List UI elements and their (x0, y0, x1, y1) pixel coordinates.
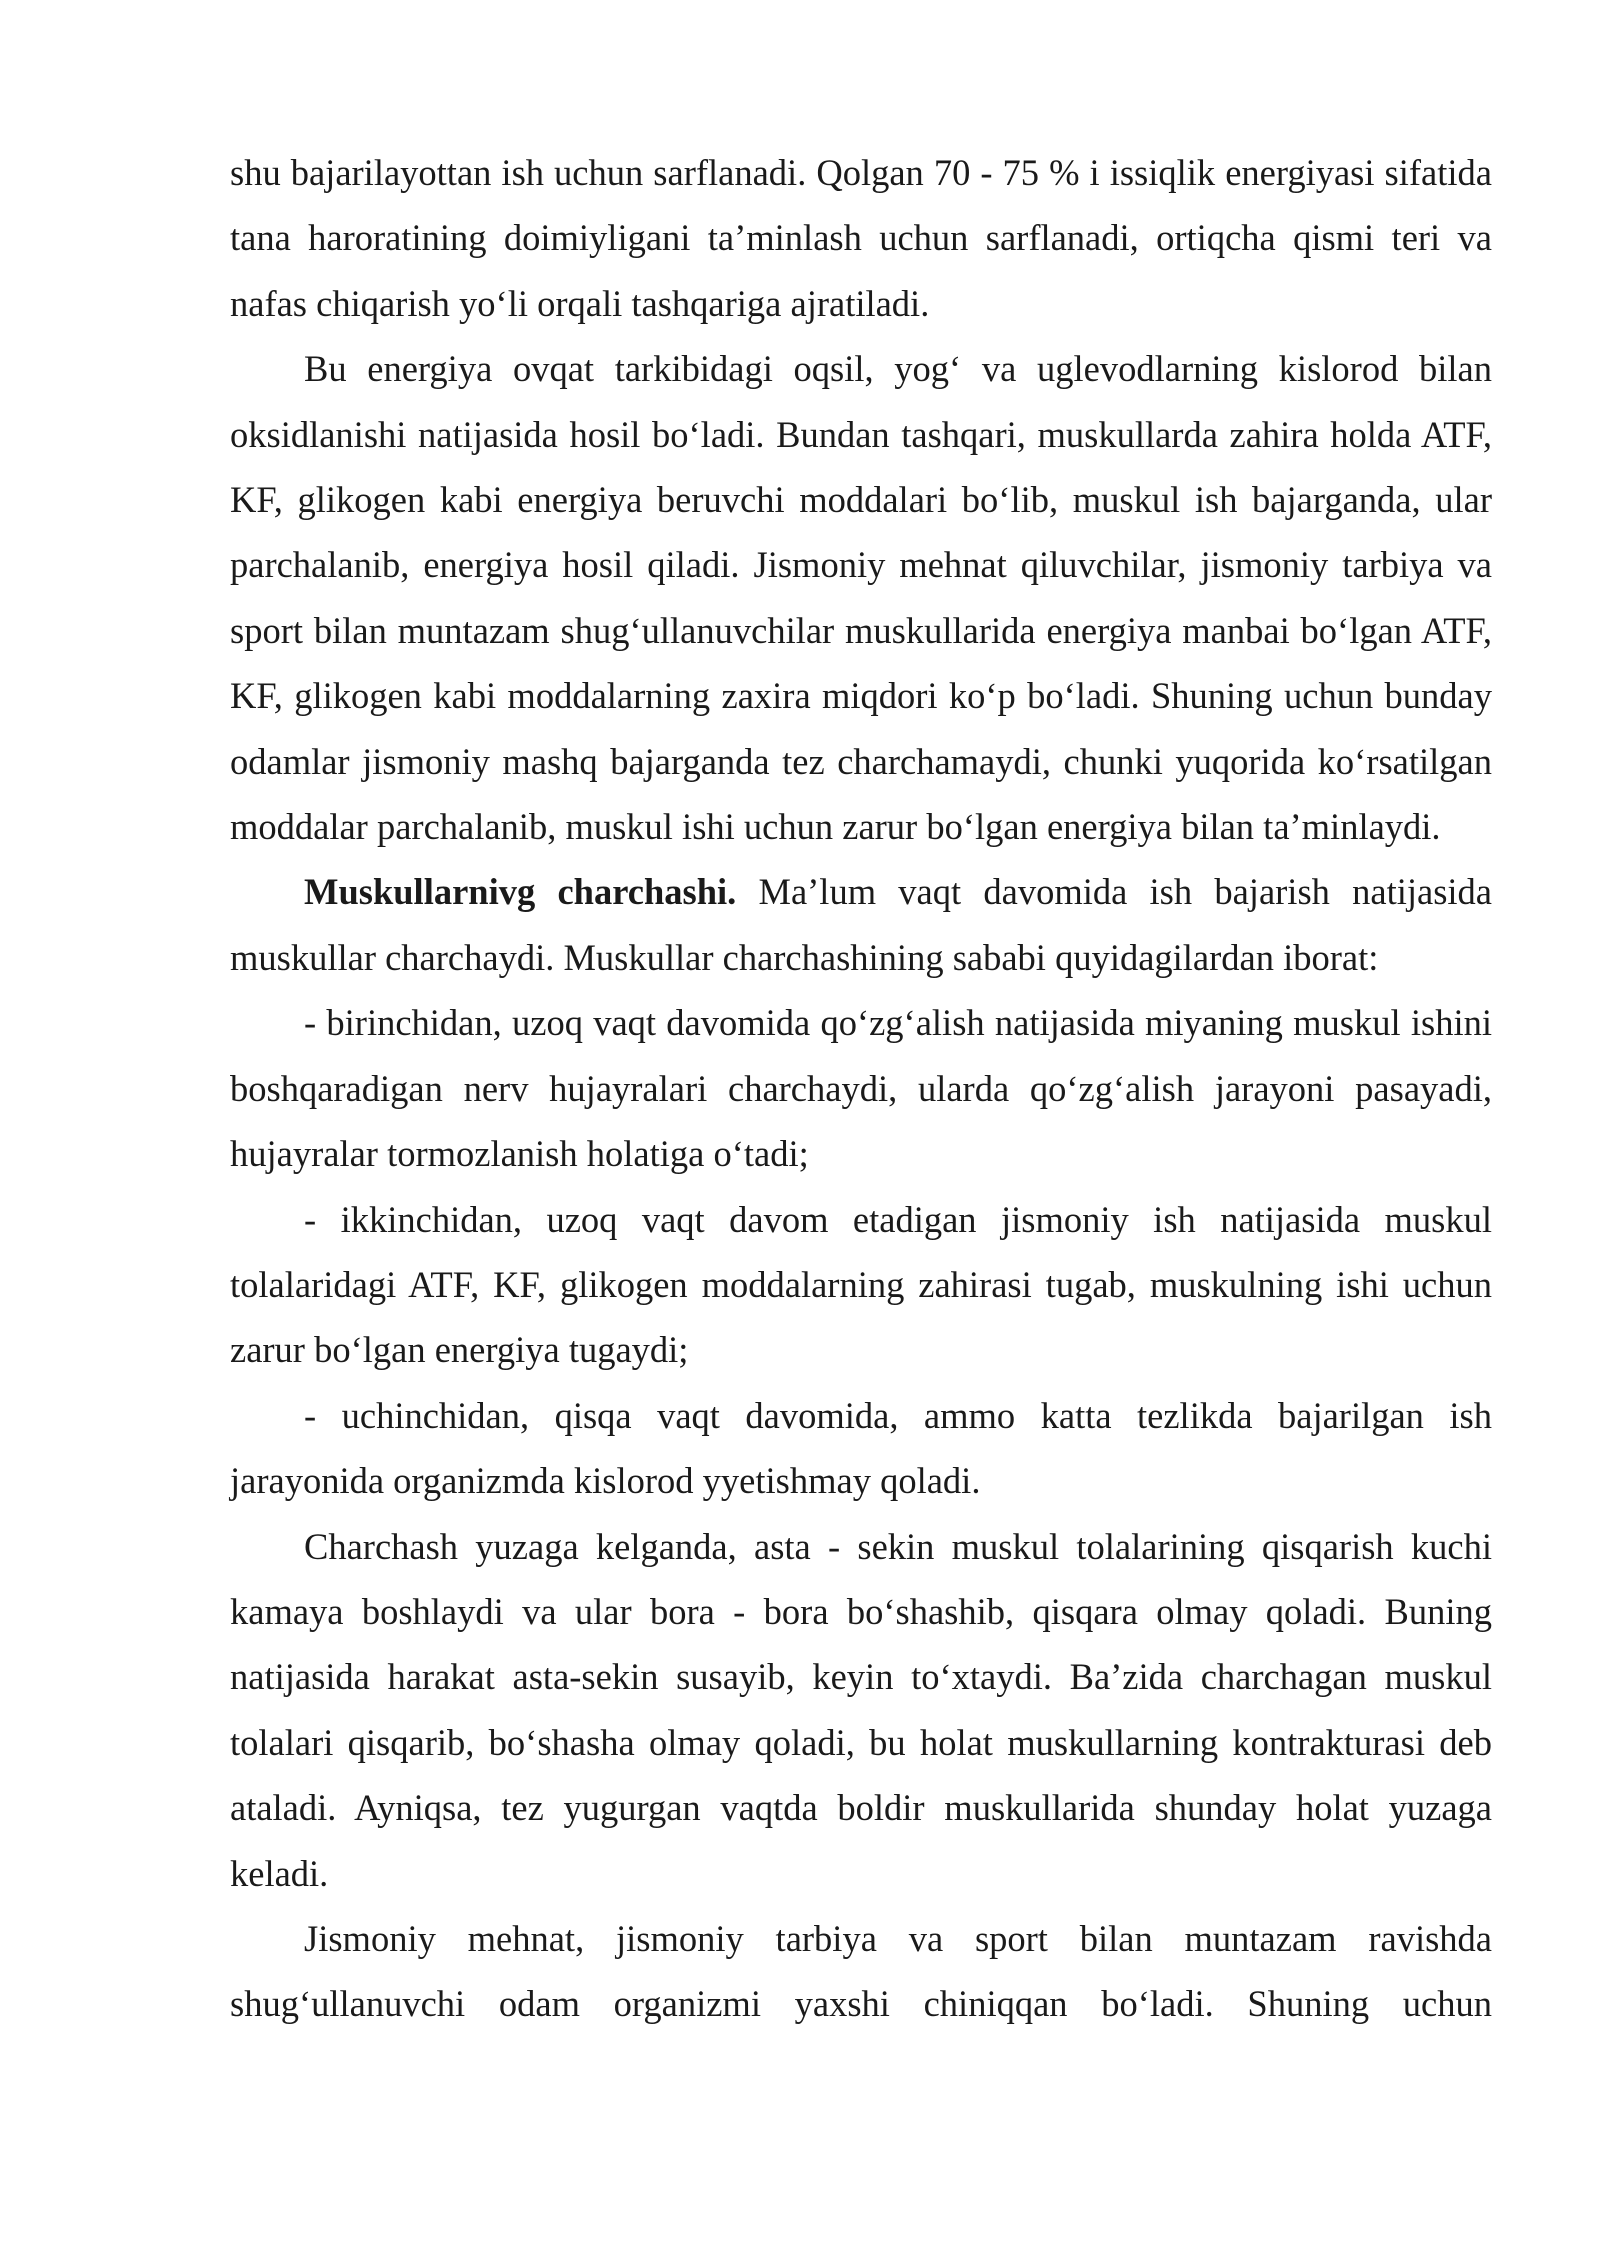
paragraph-muscle-fatigue (230, 859, 1492, 990)
list-item-second-reason (230, 1187, 1492, 1383)
document-page (230, 140, 1492, 2037)
paragraph-text: Charchash yuzaga kelganda, asta - sekin muskul tolalarining qisqarish kuchi kamaya boshlaydi va ular bora - bora bo‘shashib, qisqara olmay qoladi. Buning natijasida harakat asta-sekin susayib, keyin to‘xtaydi. Ba’zida charchagan muskul tolalari qisqarib, bo‘shasha olmay qoladi, bu holat muskullarning kontrakturasi deb ataladi. Ayniqsa, tez yugurgan vaqtda boldir muskullarida shunday holat yuzaga keladi. (230, 1525, 1492, 1894)
paragraph-text: - birinchidan, uzoq vaqt davomida qo‘zg‘alish natijasida miyaning muskul ishini boshqaradigan nerv hujayralari charchaydi, ularda qo‘zg‘alish jarayoni pasayadi, hujayralar tormozlanish holatiga o‘tadi; (230, 1002, 1492, 1175)
paragraph-text: Jismoniy mehnat, jismoniy tarbiya va sport bilan muntazam ravishda shug‘ullanuvchi odam organizmi yaxshi chiniqqan bo‘ladi. Shuning uchun (230, 1917, 1492, 2025)
list-item-third-reason (230, 1383, 1492, 1514)
paragraph-energy-distribution (230, 140, 1492, 336)
paragraph-fatigue-effects (230, 1514, 1492, 1906)
section-heading: Muskullarnivg charchashi. (304, 871, 737, 913)
paragraph-text: Bu energiya ovqat tarkibidagi oqsil, yog‘ va uglevodlarning kislorod bilan oksidlanishi natijasida hosil bo‘ladi. Bundan tashqari, muskullarda zahira holda ATF, KF, glikogen kabi energiya beruvchi moddalari bo‘lib, muskul ish bajarganda, ular parchalanib, energiya hosil qiladi. Jismoniy mehnat qiluvchilar, jismoniy tarbiya va sport bilan muntazam shug‘ullanuvchilar muskullarida energiya manbai bo‘lgan ATF, KF, glikogen kabi moddalarning zaxira miqdori ko‘p bo‘ladi. Shuning uchun bunday odamlar jismoniy mashq bajarganda tez charchamaydi, chunki yuqorida ko‘rsatilgan moddalar parchalanib, muskul ishi uchun zarur bo‘lgan energiya bilan ta’minlaydi. (230, 348, 1492, 848)
list-item-first-reason (230, 990, 1492, 1186)
paragraph-energy-sources (230, 336, 1492, 859)
paragraph-text: shu bajarilayottan ish uchun sarflanadi. Qolgan 70 - 75 % i issiqlik energiyasi sifatida tana haroratining doimiyligani ta’minlash uchun sarflanadi, ortiqcha qismi teri va nafas chiqarish yo‘li orqali tashqariga ajratiladi. (230, 152, 1492, 324)
paragraph-training-benefits (230, 1906, 1492, 2037)
paragraph-text: - ikkinchidan, uzoq vaqt davom etadigan jismoniy ish natijasida muskul tolalaridagi ATF, KF, glikogen moddalarning zahirasi tugab, muskulning ishi uchun zarur bo‘lgan energiya tugaydi; (230, 1198, 1492, 1371)
paragraph-text: Ma’lum vaqt davomida ish bajarish natijasida muskullar charchaydi. Muskullar charchashining sababi quyidagilardan iborat: (230, 871, 1492, 978)
paragraph-text: - uchinchidan, qisqa vaqt davomida, ammo katta tezlikda bajarilgan ish jarayonida organizmda kislorod yyetishmay qoladi. (230, 1394, 1492, 1502)
